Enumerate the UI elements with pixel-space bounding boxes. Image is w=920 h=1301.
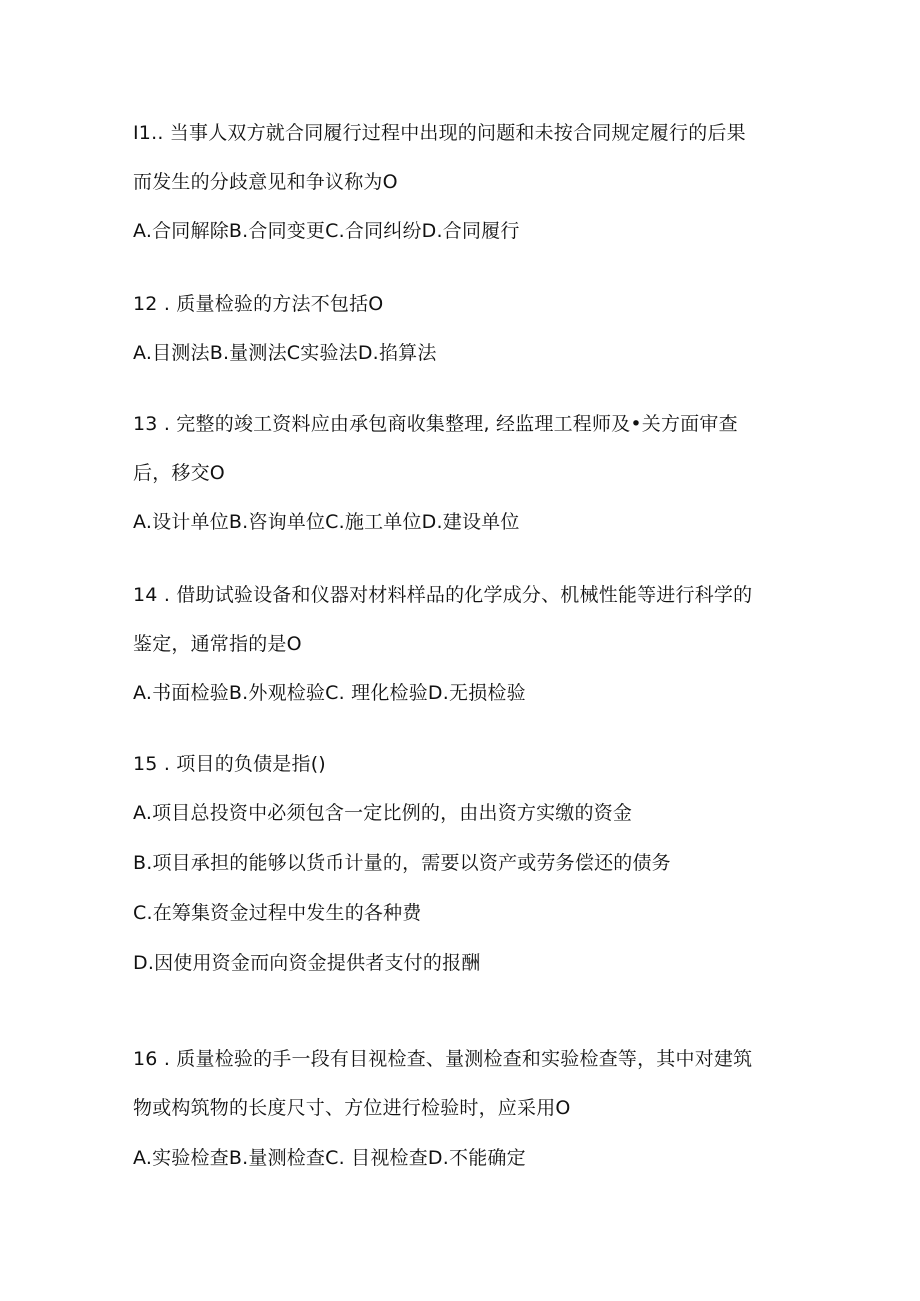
q13-stem-line-2: 后，移交O (133, 462, 225, 484)
q16-options: A.实验检查B.量测检查C. 目视检查D.不能确定 (133, 1147, 526, 1169)
q15-option-b: B.项目承担的能够以货币计量的，需要以资产或劳务偿还的债务 (133, 852, 671, 874)
q13-options: A.设计单位B.咨询单位C.施工单位D.建设单位 (133, 511, 520, 533)
q13-stem-line-1: 13 . 完整的竣工资料应由承包商收集整理, 经监理工程师及•关方面审查 (133, 413, 738, 435)
q16-stem-line-1: 16 . 质量检验的手一段有目视检查、量测检查和实验检查等，其中对建筑 (133, 1048, 753, 1070)
q11-stem-line-1: I1.. 当事人双方就合同履行过程中出现的问题和未按合同规定履行的后果 (133, 122, 746, 144)
q15-option-d: D.因使用资金而向资金提供者支付的报酬 (133, 952, 481, 974)
q15-option-c: C.在筹集资金过程中发生的各种费 (133, 902, 422, 924)
q11-options: A.合同解除B.合同变更C.合同纠纷D.合同履行 (133, 220, 520, 242)
q14-stem-line-2: 鉴定，通常指的是O (133, 633, 302, 655)
q14-options: A.书面检验B.外观检验C. 理化检验D.无损检验 (133, 682, 526, 704)
q12-stem-line-1: 12 . 质量检验的方法不包括O (133, 293, 384, 315)
q16-stem-line-2: 物或构筑物的长度尺寸、方位进行检验时，应采用O (133, 1097, 571, 1119)
q15-stem-line-1: 15 . 项目的负债是指() (133, 753, 326, 775)
q12-options: A.目测法B.量测法C实验法D.掐算法 (133, 342, 437, 364)
q14-stem-line-1: 14 . 借助试验设备和仪器对材料样品的化学成分、机械性能等进行科学的 (133, 584, 753, 606)
q15-option-a: A.项目总投资中必须包含一定比例的，由出资方实缴的资金 (133, 802, 633, 824)
q11-stem-line-2: 而发生的分歧意见和争议称为O (133, 171, 398, 193)
